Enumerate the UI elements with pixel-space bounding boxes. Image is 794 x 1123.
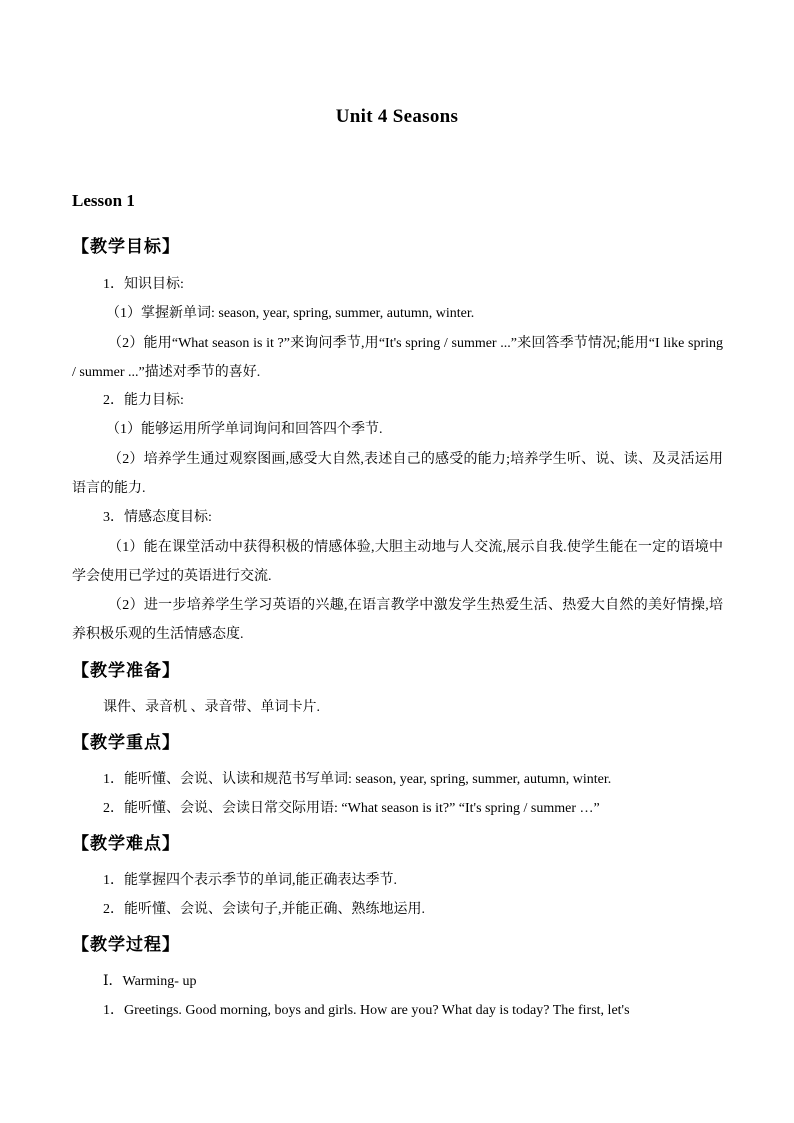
emotion-goal-label: 3．情感态度目标: [103, 510, 212, 525]
document-title: Unit 4 Seasons [335, 106, 459, 127]
lesson-heading: Lesson 1 [72, 191, 135, 210]
key-points-heading: 【教学重点】 [72, 733, 180, 753]
process-step: Ⅰ．Warming- up [103, 974, 197, 989]
key-point-item: 2．能听懂、会说、会读日常交际用语: “What season is it?” “It's spring / summer …” [103, 801, 600, 816]
preparation-heading: 【教学准备】 [72, 661, 180, 681]
ability-goal-item: （1）能够运用所学单词询问和回答四个季节. [106, 422, 383, 437]
preparation-text: 课件、录音机 、录音带、单词卡片. [103, 700, 320, 715]
process-heading: 【教学过程】 [72, 935, 180, 955]
difficulties-heading: 【教学难点】 [72, 834, 180, 854]
ability-goal-label: 2．能力目标: [103, 393, 184, 408]
objectives-heading: 【教学目标】 [72, 237, 180, 257]
emotion-goal-item: （1）能在课堂活动中获得积极的情感体验,大胆主动地与人交流,展示自我.使学生能在一定的语境中学会使用已学过的英语进行交流. [72, 540, 723, 584]
ability-goal-item: （2）培养学生通过观察图画,感受大自然,表述自己的感受的能力;培养学生听、说、读、及灵活运用语言的能力. [72, 452, 723, 496]
key-point-item: 1．能听懂、会说、认读和规范书写单词: season, year, spring, summer, autumn, winter. [103, 772, 612, 787]
process-item: 1．Greetings. Good morning, boys and girls. How are you? What day is today? The first, let's [103, 1003, 630, 1018]
difficulty-item: 2．能听懂、会说、会读句子,并能正确、熟练地运用. [103, 902, 425, 917]
difficulty-item: 1．能掌握四个表示季节的单词,能正确表达季节. [103, 873, 397, 888]
knowledge-goal-item: （2）能用“What season is it ?”来询问季节,用“It's spring / summer ...”来回答季节情况;能用“I like spring / summer ...”描述对季节的喜好. [72, 336, 723, 380]
emotion-goal-item: （2）进一步培养学生学习英语的兴趣,在语言教学中激发学生热爱生活、热爱大自然的美好情操,培养积极乐观的生活情感态度. [72, 598, 723, 642]
knowledge-goal-label: 1．知识目标: [103, 277, 184, 292]
knowledge-goal-item: （1）掌握新单词: season, year, spring, summer, autumn, winter. [106, 306, 475, 321]
